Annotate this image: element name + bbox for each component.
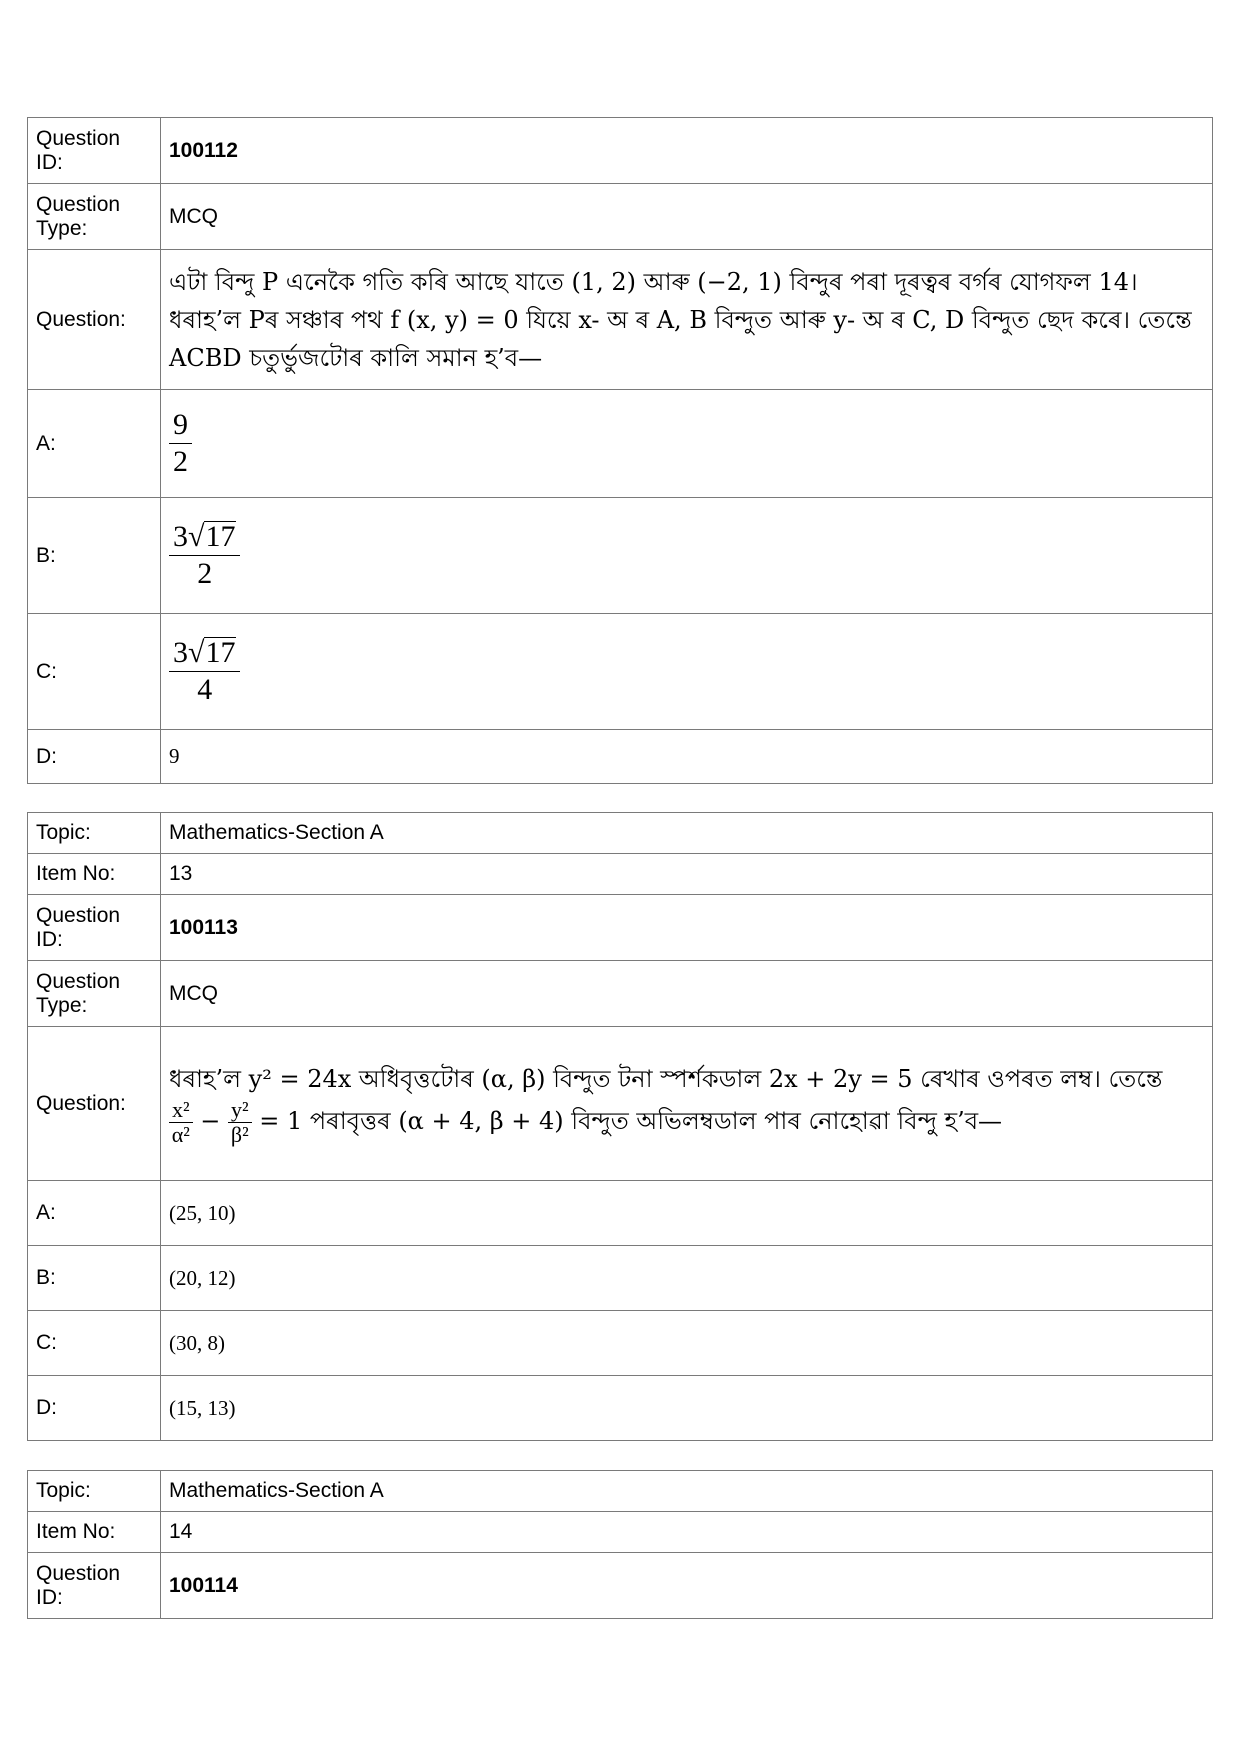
item-no-row: [28, 1512, 1213, 1553]
option-c-radicand: 17: [205, 636, 236, 669]
question-id-label: Question ID:: [28, 118, 161, 184]
hyperbola-y-numerator: y²: [228, 1098, 252, 1123]
option-a-value: (25, 10): [161, 1181, 1213, 1246]
question-text-line-2: [169, 1098, 1204, 1147]
question-id-value: 100113: [161, 895, 1213, 961]
topic-row: [28, 1471, 1213, 1512]
hyperbola-y-denominator: β²: [230, 1122, 249, 1147]
option-b-row: [28, 498, 1213, 614]
option-d-row: [28, 730, 1213, 784]
option-c-numerator: [169, 635, 240, 672]
question-id-row: [28, 895, 1213, 961]
option-b-radical-sign: √: [188, 520, 205, 553]
question-id-row: [28, 118, 1213, 184]
question-type-value: MCQ: [161, 961, 1213, 1027]
option-b-row: [28, 1246, 1213, 1311]
option-c-fraction: [169, 635, 240, 708]
question-id-value: 100114: [161, 1553, 1213, 1619]
topic-label: Topic:: [28, 813, 161, 854]
option-b-coefficient: 3: [173, 520, 188, 553]
option-d-value: 9: [161, 730, 1213, 784]
topic-row: [28, 813, 1213, 854]
option-b-fraction: [169, 519, 240, 592]
option-b-label: B:: [28, 1246, 161, 1311]
option-b-sqrt: [188, 521, 236, 553]
option-c-radical-sign: √: [188, 636, 205, 669]
hyperbola-x-denominator: α²: [171, 1122, 190, 1147]
option-c-value: (30, 8): [161, 1311, 1213, 1376]
topic-value: Mathematics-Section A: [161, 813, 1213, 854]
hyperbola-y-fraction: [228, 1098, 252, 1147]
option-c-denominator: 4: [197, 673, 213, 706]
question-type-label: Question Type:: [28, 961, 161, 1027]
option-b-value: [161, 498, 1213, 614]
question-type-row: [28, 184, 1213, 250]
question-label: Question:: [28, 1027, 161, 1181]
option-a-row: [28, 1181, 1213, 1246]
question-id-row: [28, 1553, 1213, 1619]
option-a-fraction: [169, 407, 192, 480]
question-row: [28, 250, 1213, 390]
question-table-100114: [27, 1470, 1213, 1619]
option-c-value: [161, 614, 1213, 730]
option-d-value: (15, 13): [161, 1376, 1213, 1441]
question-type-value: MCQ: [161, 184, 1213, 250]
question-text: [161, 1027, 1213, 1181]
question-table-100112: [27, 117, 1213, 784]
question-row: [28, 1027, 1213, 1181]
option-a-label: A:: [28, 390, 161, 498]
option-a-row: [28, 390, 1213, 498]
item-no-label: Item No:: [28, 1512, 161, 1553]
option-a-denominator: 2: [173, 445, 188, 478]
option-b-label: B:: [28, 498, 161, 614]
option-c-label: C:: [28, 614, 161, 730]
question-table-100113: [27, 812, 1213, 1441]
question-text: এটা বিন্দু P এনেকৈ গতি কৰি আছে যাতে (1, 2) আৰু (−2, 1) বিন্দুৰ পৰা দূৰত্বৰ বৰ্গৰ যোগফল 14। ধৰাহ’ল Pৰ সঞ্চাৰ পথ f (x, y) = 0 যিয়ে x- অ ৰ A, B বিন্দুত আৰু y- অ ৰ C, D বিন্দুত ছেদ কৰে। তেন্তে ACBD চতুৰ্ভুজটোৰ কালি সমান হ’ব—: [161, 250, 1213, 390]
option-a-value: [161, 390, 1213, 498]
option-d-label: D:: [28, 1376, 161, 1441]
minus-sign: −: [200, 1107, 221, 1135]
option-a-label: A:: [28, 1181, 161, 1246]
option-c-label: C:: [28, 1311, 161, 1376]
option-c-sqrt: [188, 637, 236, 669]
option-c-row: [28, 1311, 1213, 1376]
option-d-row: [28, 1376, 1213, 1441]
question-type-label: Question Type:: [28, 184, 161, 250]
option-a-numerator: 9: [169, 407, 192, 444]
question-label: Question:: [28, 250, 161, 390]
option-c-row: [28, 614, 1213, 730]
option-d-label: D:: [28, 730, 161, 784]
question-type-row: [28, 961, 1213, 1027]
topic-value: Mathematics-Section A: [161, 1471, 1213, 1512]
topic-label: Topic:: [28, 1471, 161, 1512]
item-no-row: [28, 854, 1213, 895]
question-id-value: 100112: [161, 118, 1213, 184]
question-text-line-1: ধৰাহ’ল y² = 24x অধিবৃত্তটোৰ (α, β) বিন্দুত টনা স্পৰ্শকডাল 2x + 2y = 5 ৰেখাৰ ওপৰত লম্ব। তেন্তে: [169, 1065, 1163, 1093]
option-b-denominator: 2: [197, 557, 213, 590]
option-b-numerator: [169, 519, 240, 556]
question-id-label: Question ID:: [28, 1553, 161, 1619]
item-no-value: 14: [161, 1512, 1213, 1553]
question-text-line-2-rest: = 1 পৰাবৃত্তৰ (α + 4, β + 4) বিন্দুত অভিলম্বডাল পাৰ নোহোৱা বিন্দু হ’ব—: [259, 1107, 1003, 1135]
hyperbola-x-numerator: x²: [169, 1098, 193, 1123]
item-no-label: Item No:: [28, 854, 161, 895]
item-no-value: 13: [161, 854, 1213, 895]
question-id-label: Question ID:: [28, 895, 161, 961]
option-c-coefficient: 3: [173, 636, 188, 669]
option-b-radicand: 17: [205, 520, 236, 553]
option-b-value: (20, 12): [161, 1246, 1213, 1311]
hyperbola-x-fraction: [169, 1098, 193, 1147]
